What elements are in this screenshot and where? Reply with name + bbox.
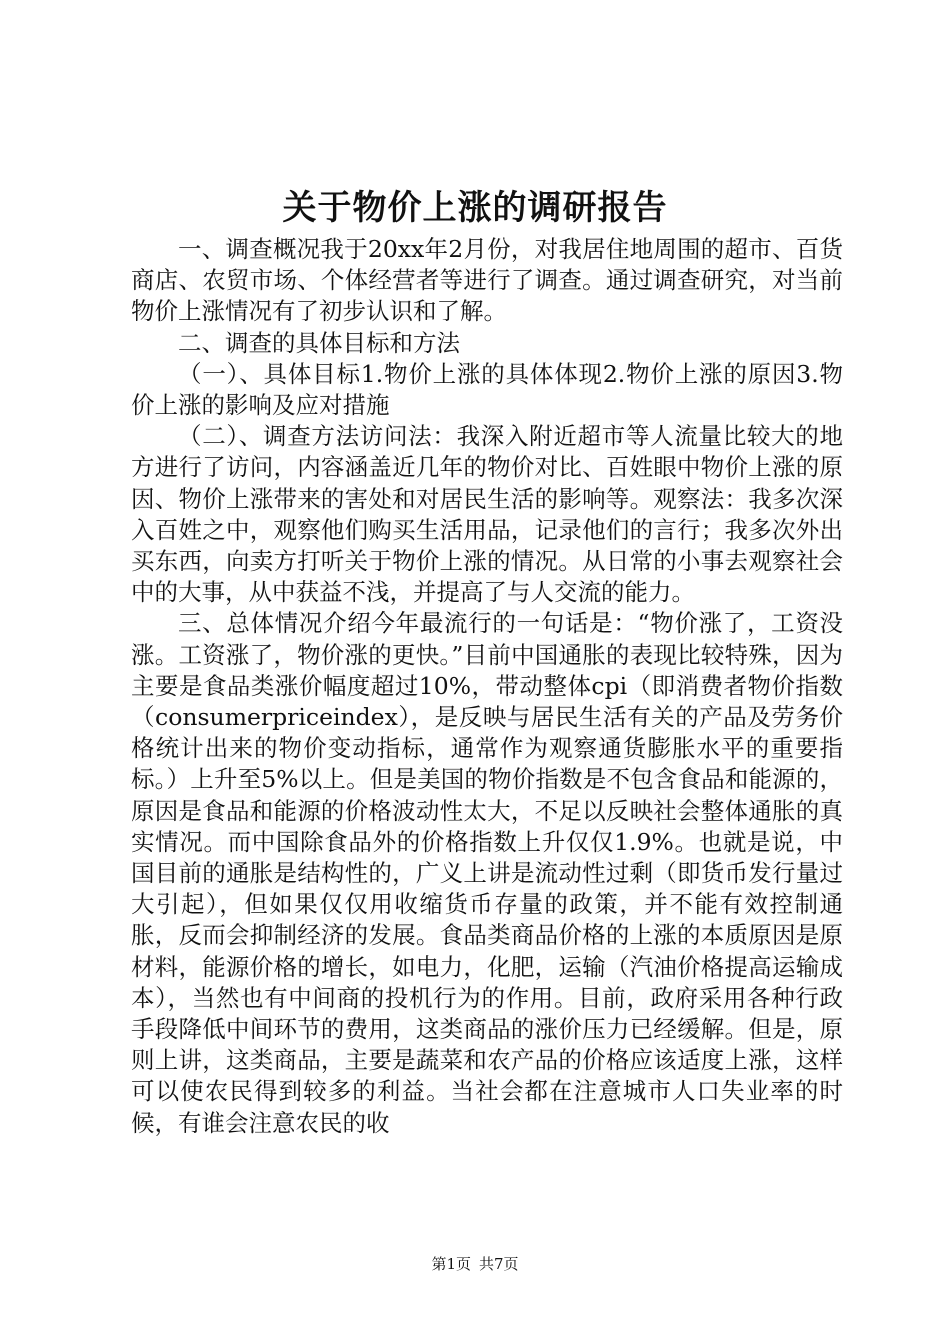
paragraph-specific-goals: （一）、具体目标1.物价上涨的具体体现2.物价上涨的原因3.物价上涨的影响及应对措施 [131,359,843,420]
paragraph-survey-methods: （二）、调查方法访问法：我深入附近超市等人流量比较大的地方进行了访问，内容涵盖近几年的物价对比、百姓眼中物价上涨的原因、物价上涨带来的害处和对居民生活的影响等。观察法：我多次深入百姓之中，观察他们购买生活用品，记录他们的言行；我多次外出买东西，向卖方打听关于物价上涨的情况。从日常的小事去观察社会中的大事，从中获益不浅，并提高了与人交流的能力。 [131,422,843,607]
document-title: 关于物价上涨的调研报告 [282,188,668,228]
document-body [131,234,843,1139]
page-number: 第1页 [431,1255,471,1273]
paragraph-general-situation: 三、总体情况介绍今年最流行的一句话是：“物价涨了，工资没涨。工资涨了，物价涨的更快。”目前中国通胀的表现比较特殊，因为主要是食品类涨价幅度超过10%，带动整体cpi（即消费者物价指数（consumerpriceindex），是反映与居民生活有关的产品及劳务价格统计出来的物价变动指标，通常作为观察通货膨胀水平的重要指标。）上升至5%以上。但是美国的物价指数是不包含食品和能源的，原因是食品和能源的价格波动性太大，不足以反映社会整体通胀的真实情况。而中国除食品外的价格指数上升仅仅1.9%。也就是说，中国目前的通胀是结构性的，广义上讲是流动性过剩（即货币发行量过大引起），但如果仅仅用收缩货币存量的政策，并不能有效控制通胀，反而会抑制经济的发展。食品类商品价格的上涨的本质原因是原材料，能源价格的增长，如电力，化肥，运输（汽油价格提高运输成本），当然也有中间商的投机行为的作用。目前，政府采用各种行政手段降低中间环节的费用，这类商品的涨价压力已经缓解。但是，原则上讲，这类商品，主要是蔬菜和农产品的价格应该适度上涨，这样可以使农民得到较多的利益。当社会都在注意城市人口失业率的时候，有谁会注意农民的收 [131,609,843,1137]
page-total: 共7页 [479,1255,519,1273]
paragraph-survey-overview: 一、调查概况我于20xx年2月份，对我居住地周围的超市、百货商店、农贸市场、个体经营者等进行了调查。通过调查研究，对当前物价上涨情况有了初步认识和了解。 [131,235,843,326]
page-footer [0,1254,950,1274]
paragraph-goals-methods-heading: 二、调查的具体目标和方法 [178,328,460,357]
